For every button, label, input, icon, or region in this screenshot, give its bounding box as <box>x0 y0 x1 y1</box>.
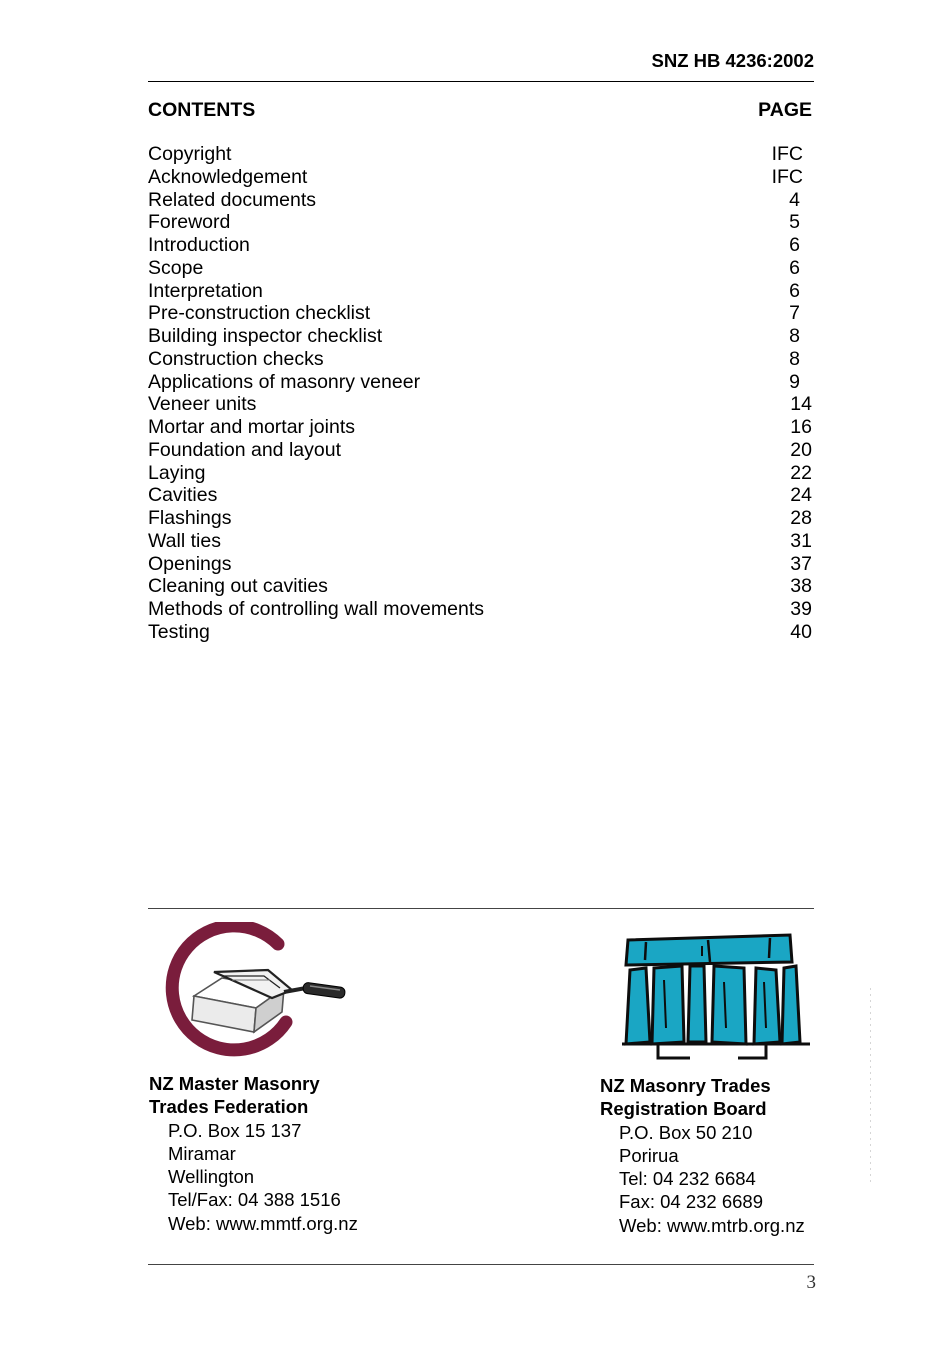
entry-title: Scope <box>148 256 204 279</box>
entry-title: Flashings <box>148 507 232 529</box>
contents-entry[interactable] <box>148 211 812 234</box>
entry-page: 20 <box>790 438 812 461</box>
entry-page: 8 <box>789 325 800 347</box>
contents-heading-row <box>148 99 812 122</box>
faint-margin-mark <box>868 988 873 1183</box>
contents-entry[interactable] <box>148 189 812 212</box>
entry-title: Cleaning out cavities <box>148 575 328 598</box>
federation-city: Wellington <box>168 1166 255 1188</box>
trowel-brick-logo-icon <box>160 922 352 1062</box>
entry-page: 8 <box>789 347 800 370</box>
contents-entry[interactable] <box>148 484 812 507</box>
entry-title: Cavities <box>148 484 218 507</box>
federation-po-box: P.O. Box 15 137 <box>168 1119 302 1141</box>
entry-page: 6 <box>789 256 800 279</box>
entry-title: Applications of masonry veneer <box>148 370 421 393</box>
entry-page: 31 <box>790 529 812 552</box>
entry-page: 5 <box>789 211 800 234</box>
entry-title: Testing <box>148 620 210 643</box>
contents-entry[interactable] <box>148 257 812 280</box>
contents-entry[interactable] <box>148 416 812 439</box>
entry-title: Openings <box>148 552 232 575</box>
entry-page: IFC <box>771 143 803 165</box>
entry-page: 9 <box>789 370 800 393</box>
entry-page: 39 <box>790 598 812 620</box>
entry-title: Wall ties <box>148 529 221 552</box>
entry-title: Construction checks <box>148 347 324 370</box>
contents-heading: CONTENTS <box>148 99 256 121</box>
contents-entry[interactable] <box>148 621 812 644</box>
board-name-line1: NZ Masonry Trades <box>600 1075 771 1096</box>
page-number: 3 <box>806 1272 816 1293</box>
board-website[interactable]: Web: www.mtrb.org.nz <box>619 1214 805 1236</box>
federation-name-line1: NZ Master Masonry <box>149 1073 320 1094</box>
entry-page: 38 <box>790 575 812 598</box>
board-phone: Tel: 04 232 6684 <box>619 1168 756 1190</box>
board-po-box: P.O. Box 50 210 <box>619 1121 753 1143</box>
entry-title: Introduction <box>148 234 250 256</box>
contents-entry[interactable] <box>148 325 812 348</box>
federation-suburb: Miramar <box>168 1142 236 1164</box>
contents-entry[interactable] <box>148 439 812 462</box>
contents-entry[interactable] <box>148 530 812 553</box>
contents-list <box>148 143 812 644</box>
contents-entry[interactable] <box>148 280 812 303</box>
contents-entry[interactable] <box>148 234 812 257</box>
footer-bottom-rule <box>148 1264 814 1265</box>
entry-page: 22 <box>790 461 812 484</box>
entry-page: 4 <box>789 188 800 211</box>
contents-entry[interactable] <box>148 598 812 621</box>
entry-title: Related documents <box>148 188 317 211</box>
entry-title: Foundation and layout <box>148 438 341 461</box>
contents-entry[interactable] <box>148 348 812 371</box>
entry-page: 24 <box>790 484 812 507</box>
entry-page: IFC <box>771 165 803 188</box>
entry-title: Foreword <box>148 211 231 234</box>
entry-page: 6 <box>789 234 800 256</box>
entry-title: Mortar and mortar joints <box>148 416 355 438</box>
board-fax: Fax: 04 232 6689 <box>619 1191 763 1213</box>
standard-identifier: SNZ HB 4236:2002 <box>651 50 814 71</box>
page-column-heading: PAGE <box>758 99 812 121</box>
board-city: Porirua <box>619 1144 679 1166</box>
contents-entry[interactable] <box>148 575 812 598</box>
entry-title: Interpretation <box>148 279 263 302</box>
entry-title: Laying <box>148 461 206 484</box>
contents-entry[interactable] <box>148 143 812 166</box>
contents-entry[interactable] <box>148 302 812 325</box>
contents-entry[interactable] <box>148 553 812 576</box>
entry-title: Veneer units <box>148 393 257 416</box>
stonehenge-logo-icon <box>620 932 812 1062</box>
header-rule <box>148 81 814 82</box>
entry-page: 14 <box>790 393 812 416</box>
federation-contact <box>149 1072 358 1235</box>
entry-title: Pre-construction checklist <box>148 302 371 325</box>
entry-title: Building inspector checklist <box>148 325 383 347</box>
entry-title: Acknowledgement <box>148 165 308 188</box>
entry-page: 16 <box>790 416 812 438</box>
contents-entry[interactable] <box>148 507 812 530</box>
contents-entry[interactable] <box>148 462 812 485</box>
federation-website[interactable]: Web: www.mmtf.org.nz <box>168 1212 358 1234</box>
contents-entry[interactable] <box>148 371 812 394</box>
entry-page: 40 <box>790 620 812 643</box>
registration-board-contact <box>600 1074 805 1237</box>
entry-page: 37 <box>790 552 812 575</box>
federation-phone: Tel/Fax: 04 388 1516 <box>168 1189 341 1211</box>
entry-page: 28 <box>790 507 812 529</box>
footer-top-rule <box>148 908 814 909</box>
entry-page: 7 <box>789 302 800 325</box>
entry-page: 6 <box>789 279 800 302</box>
contents-entry[interactable] <box>148 393 812 416</box>
board-name-line2: Registration Board <box>600 1098 767 1120</box>
federation-name-line2: Trades Federation <box>149 1096 309 1118</box>
entry-title: Methods of controlling wall movements <box>148 598 484 620</box>
entry-title: Copyright <box>148 143 232 165</box>
contents-entry[interactable] <box>148 166 812 189</box>
